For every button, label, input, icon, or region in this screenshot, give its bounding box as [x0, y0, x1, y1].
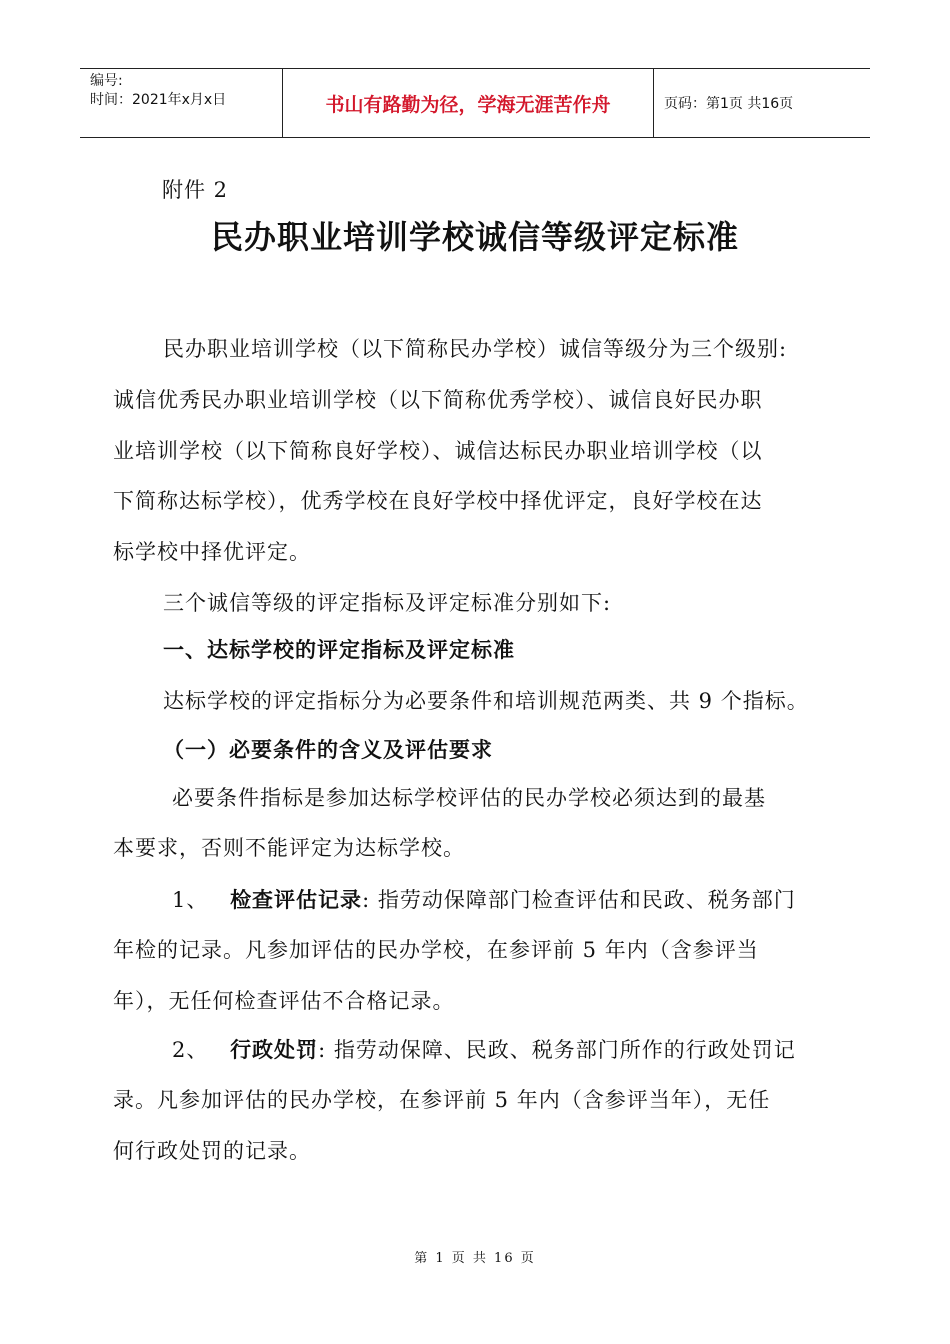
item-1-first-line [172, 884, 796, 914]
doc-number-label: 编号: [90, 73, 123, 89]
doc-time-label: 时间：2021年x月x日 [90, 92, 227, 108]
section-1-heading: 一、达标学校的评定指标及评定标准 [163, 638, 515, 662]
intro-line-3: 业培训学校（以下简称良好学校）、诚信达标民办职业培训学校（以 [113, 439, 763, 463]
item-1-line-3: 年），无任何检查评估不合格记录。 [113, 989, 455, 1013]
item-1-text: : 指劳动保障部门检查评估和民政、税务部门 [362, 888, 796, 912]
header-motto: 书山有路勤为径，学海无涯苦作舟 [282, 69, 654, 137]
intro-line-2: 诚信优秀民办职业培训学校（以下简称优秀学校）、诚信良好民办职 [113, 388, 763, 412]
item-1-label: 检查评估记录 [230, 888, 363, 912]
item-2-text: : 指劳动保障、民政、税务部门所作的行政处罚记 [318, 1038, 796, 1062]
intro-line-1: 民办职业培训学校（以下简称民办学校）诚信等级分为三个级别: [163, 337, 788, 361]
section-1-intro: 达标学校的评定指标分为必要条件和培训规范两类、共 9 个指标。 [163, 689, 809, 713]
item-2-line-3: 何行政处罚的记录。 [113, 1139, 311, 1163]
intro-line-5: 标学校中择优评定。 [113, 540, 311, 564]
item-1-line-2: 年检的记录。凡参加评估的民办学校，在参评前 5 年内（含参评当 [113, 938, 759, 962]
intro-line-4: 下简称达标学校），优秀学校在良好学校中择优评定，良好学校在达 [113, 489, 763, 513]
document-title: 民办职业培训学校诚信等级评定标准 [210, 218, 739, 256]
intro-paragraph-2: 三个诚信等级的评定指标及评定标准分别如下: [163, 591, 612, 615]
item-1-number: 1、 [172, 888, 209, 912]
page-footer: 第 1 页 共 16 页 [414, 1251, 536, 1266]
subsection-1-heading: （一）必要条件的含义及评估要求 [163, 738, 493, 762]
subsection-1-line-1: 必要条件指标是参加达标学校评估的民办学校必须达到的最基 [172, 786, 766, 810]
item-2-first-line [172, 1034, 796, 1064]
item-2-number: 2、 [172, 1038, 209, 1062]
header-left-cell [80, 69, 282, 137]
attachment-label: 附件 2 [162, 178, 229, 202]
page-header [80, 68, 870, 138]
item-2-label: 行政处罚 [230, 1038, 319, 1062]
item-2-line-2: 录。凡参加评估的民办学校，在参评前 5 年内（含参评当年），无任 [113, 1088, 771, 1112]
subsection-1-line-2: 本要求，否则不能评定为达标学校。 [113, 836, 465, 860]
header-page-info: 页码：第1页 共16页 [664, 96, 794, 112]
